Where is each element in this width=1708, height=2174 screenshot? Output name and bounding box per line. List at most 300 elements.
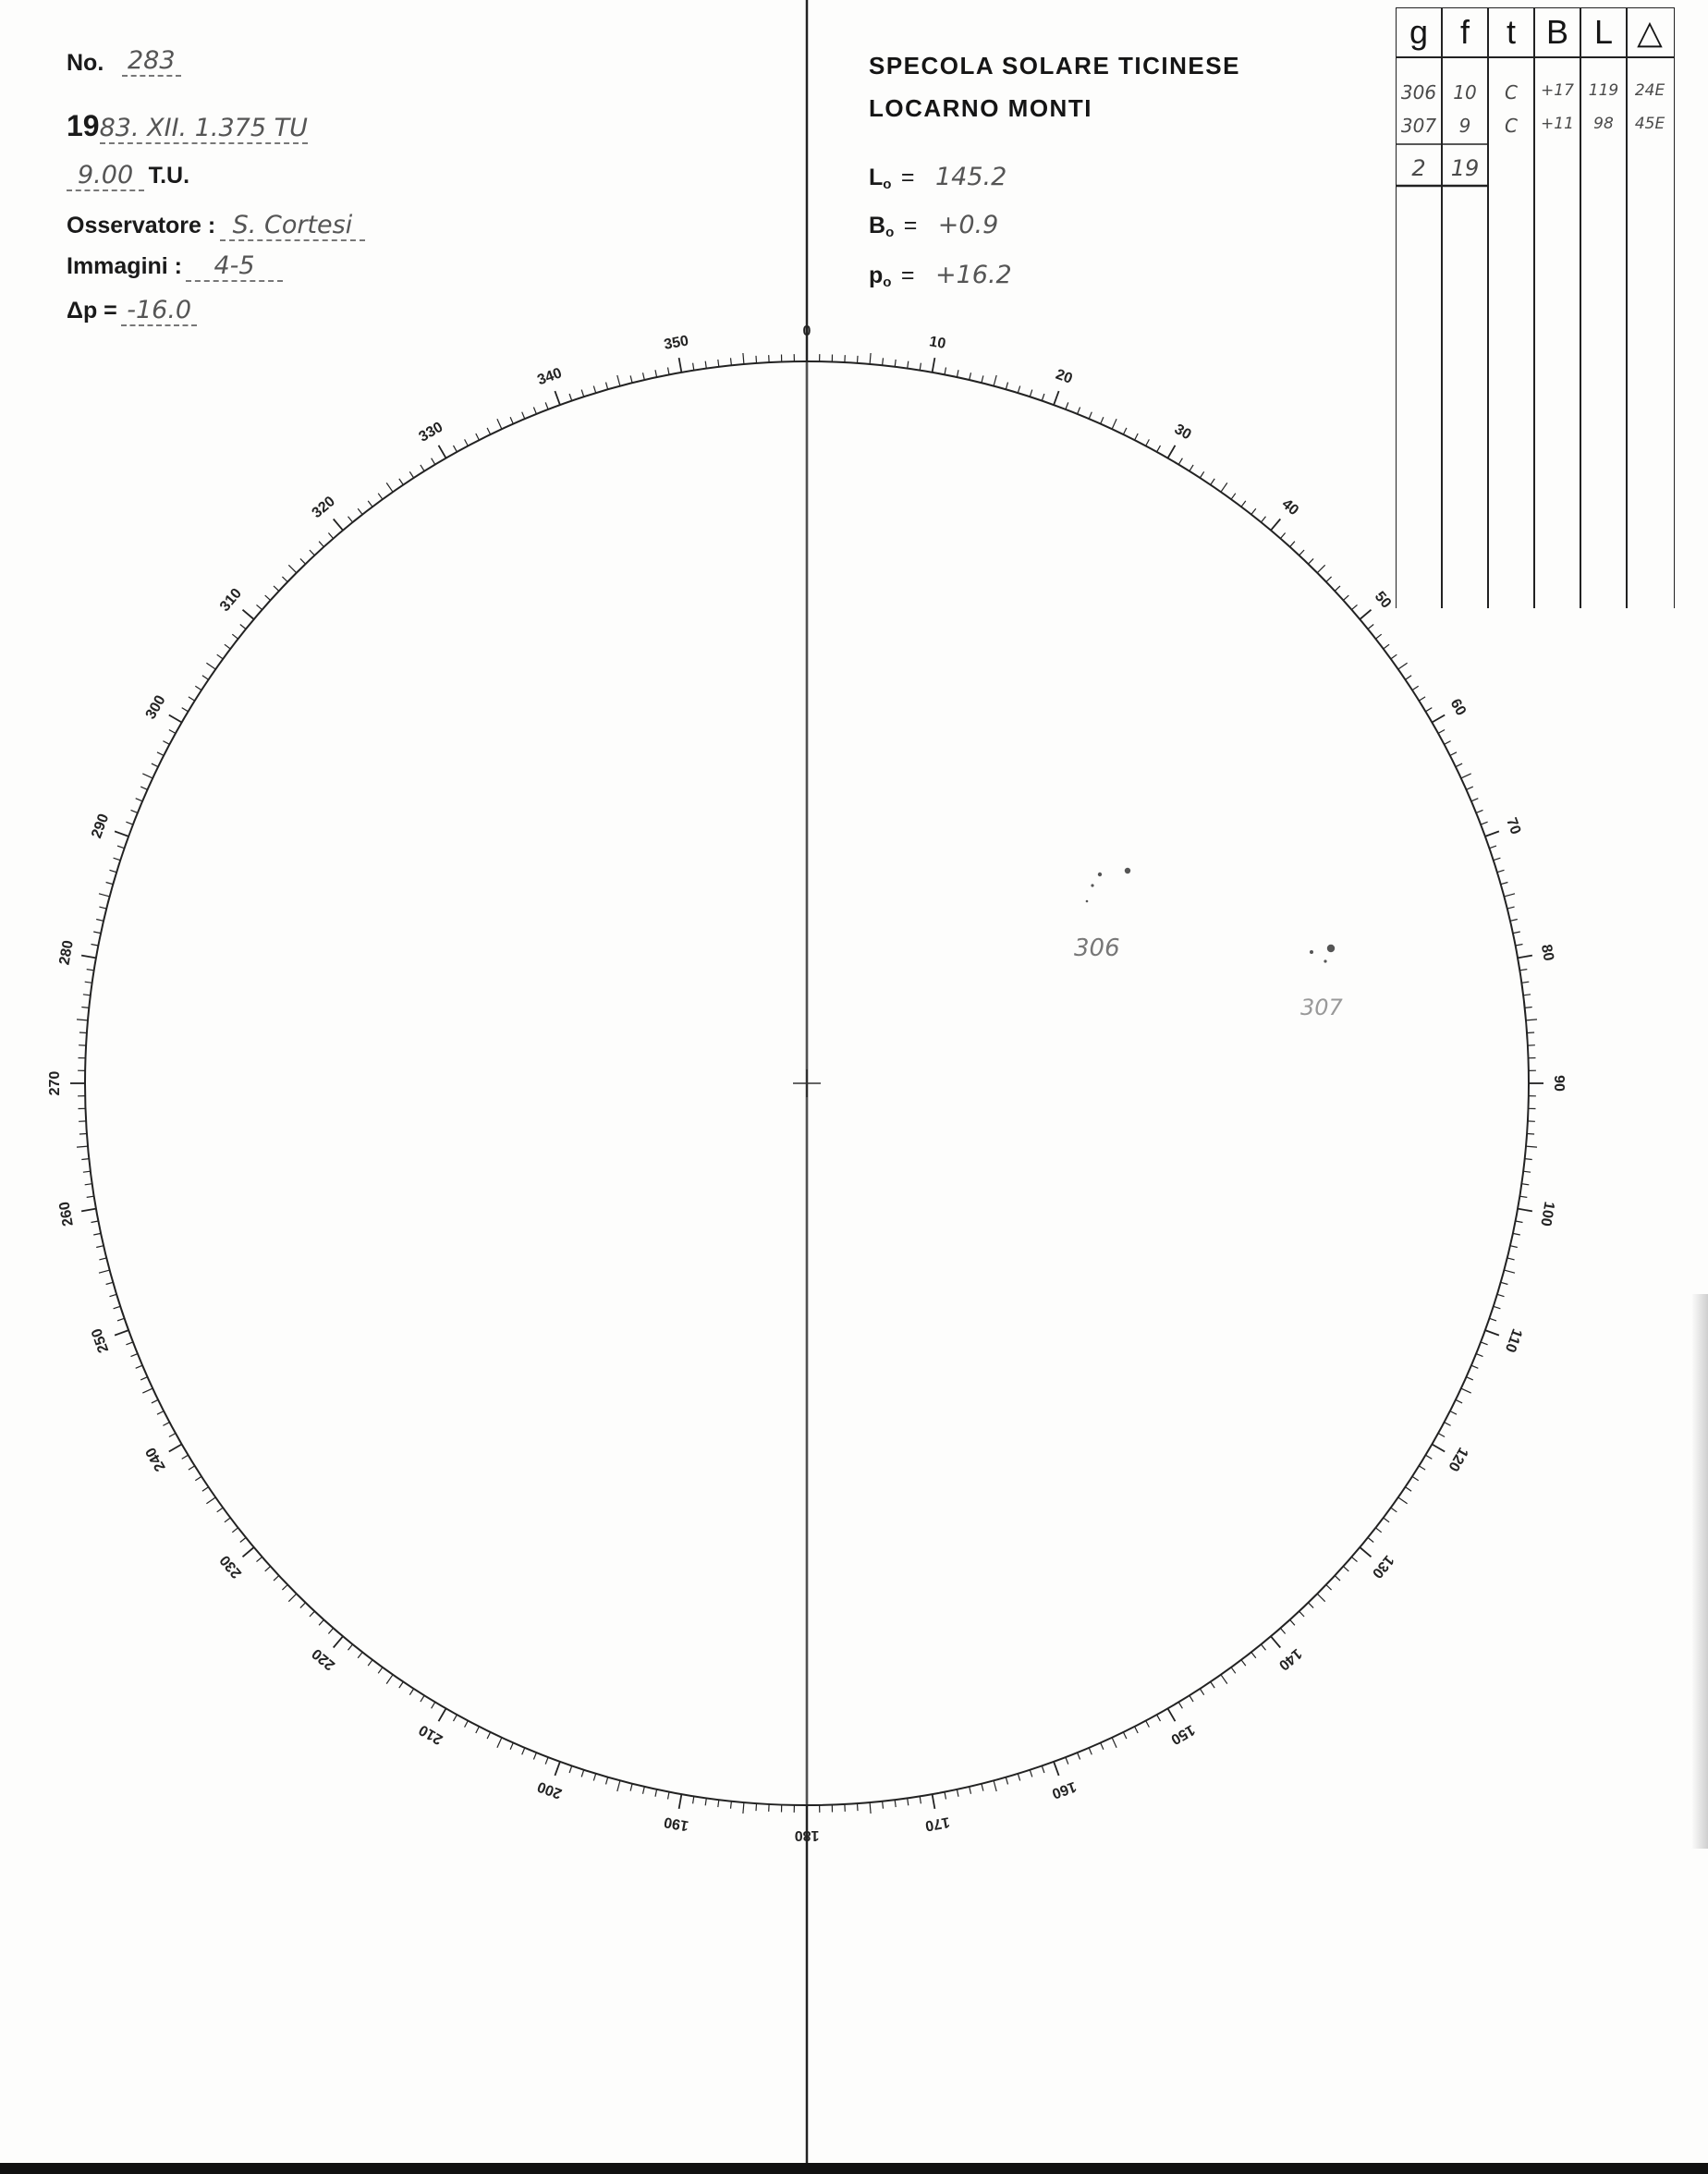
scale-tick xyxy=(1501,883,1508,885)
scale-tick xyxy=(1146,1721,1150,1728)
scale-label: 320 xyxy=(309,493,338,522)
scale-tick xyxy=(957,370,958,377)
scale-tick xyxy=(358,508,362,514)
scale-tick xyxy=(421,1695,424,1702)
scale-tick xyxy=(1309,558,1314,564)
scale-label: 100 xyxy=(1537,1200,1557,1227)
scale-tick xyxy=(240,625,246,629)
scale-tick xyxy=(1271,1636,1280,1647)
scale-tick xyxy=(1190,1695,1193,1702)
scale-tick xyxy=(1066,1757,1068,1765)
scale-tick xyxy=(1497,1294,1505,1296)
table-cell: +17 xyxy=(1541,81,1574,100)
scale-tick xyxy=(870,1802,871,1814)
sunspot xyxy=(1327,945,1335,952)
scale-label: 350 xyxy=(663,333,690,353)
scale-tick xyxy=(1078,1753,1080,1759)
scale-tick xyxy=(182,1455,189,1459)
scale-tick xyxy=(1525,1159,1532,1160)
scale-label: 80 xyxy=(1537,943,1556,962)
scale-tick xyxy=(1375,634,1381,639)
scale-tick xyxy=(1497,870,1505,872)
scale-label: 200 xyxy=(535,1777,565,1801)
scale-tick xyxy=(217,654,224,659)
scale-tick xyxy=(756,1803,757,1811)
scale-tick xyxy=(319,542,323,547)
scale-tick xyxy=(1476,810,1482,812)
scale-tick xyxy=(497,419,502,429)
param-po-sub: o xyxy=(883,275,892,290)
scale-tick xyxy=(265,595,271,600)
scale-tick xyxy=(454,1715,458,1721)
scale-tick xyxy=(225,1518,230,1522)
scale-tick xyxy=(1527,1134,1534,1135)
year-prefix: 19 xyxy=(67,109,100,142)
scale-tick xyxy=(358,1652,362,1657)
param-lo-sub: o xyxy=(883,177,892,192)
page-bottom-edge xyxy=(0,2163,1708,2174)
scale-tick xyxy=(1360,610,1371,619)
scale-tick xyxy=(630,375,632,383)
scale-tick xyxy=(1042,1766,1044,1774)
scale-tick xyxy=(348,1644,353,1650)
scale-tick xyxy=(581,1770,584,1777)
scale-tick xyxy=(522,1748,525,1754)
scale-tick xyxy=(77,1146,88,1147)
scale-tick xyxy=(858,1803,859,1811)
scale-tick xyxy=(1157,446,1161,452)
scale-tick xyxy=(1200,1689,1203,1695)
scale-tick xyxy=(1241,501,1246,507)
scale-tick xyxy=(705,361,706,369)
scale-tick xyxy=(1527,1032,1534,1033)
scale-tick xyxy=(106,1282,114,1284)
scale-tick xyxy=(1519,970,1527,971)
scale-tick xyxy=(731,358,732,365)
scale-tick xyxy=(131,810,138,812)
scale-tick xyxy=(920,363,921,371)
scale-tick xyxy=(409,471,413,478)
scale-tick xyxy=(85,1184,92,1185)
scale-tick xyxy=(1438,730,1445,734)
scale-tick xyxy=(257,1557,262,1561)
scale-tick xyxy=(1299,1611,1305,1617)
scale-tick xyxy=(140,1377,147,1380)
param-bo-label: B xyxy=(869,213,886,238)
scale-tick xyxy=(545,1757,548,1765)
table-header-1: g xyxy=(1409,13,1429,51)
scale-tick xyxy=(617,1780,620,1791)
scale-tick xyxy=(1513,932,1520,934)
scale-tick xyxy=(1280,1628,1285,1633)
scale-tick xyxy=(157,752,164,756)
scale-tick xyxy=(110,870,117,872)
scale-tick xyxy=(232,634,238,639)
scale-tick xyxy=(1190,465,1193,471)
scale-tick xyxy=(99,1258,106,1260)
scale-tick xyxy=(643,1787,645,1794)
scale-tick xyxy=(136,1365,142,1368)
param-bo-eq: = xyxy=(903,213,918,238)
time-value: 9.00 xyxy=(67,161,144,191)
scale-label: 30 xyxy=(1171,421,1194,444)
scale-tick xyxy=(581,390,584,397)
scale-tick xyxy=(368,1660,372,1666)
scale-tick xyxy=(126,822,133,824)
param-po-value: +16.2 xyxy=(934,261,1012,289)
scale-tick xyxy=(1445,741,1451,745)
scale-tick xyxy=(1078,408,1080,414)
scale-tick xyxy=(117,1318,125,1321)
scale-tick xyxy=(1157,1715,1161,1721)
scale-tick xyxy=(1123,1732,1127,1739)
scale-tick xyxy=(655,370,657,377)
page-right-edge xyxy=(1691,1294,1708,1849)
scale-tick xyxy=(1432,1445,1445,1452)
scale-label: 70 xyxy=(1503,815,1524,837)
scale-tick xyxy=(970,373,971,380)
scale-tick xyxy=(1290,542,1295,547)
scale-tick xyxy=(328,1628,333,1633)
scale-tick xyxy=(1317,1594,1324,1601)
scale-tick xyxy=(1384,1518,1389,1522)
scale-tick xyxy=(510,417,513,423)
scale-label: 0 xyxy=(802,324,811,340)
scale-tick xyxy=(933,358,935,373)
param-bo-value: +0.9 xyxy=(937,211,999,239)
scale-tick xyxy=(79,1032,87,1033)
scale-tick xyxy=(743,1802,744,1814)
scale-tick xyxy=(920,1796,921,1803)
sunspot xyxy=(1086,900,1089,903)
table-total-cell: 19 xyxy=(1450,155,1480,181)
scale-tick xyxy=(1391,654,1397,659)
scale-tick xyxy=(257,605,262,609)
scale-tick xyxy=(1485,1330,1499,1336)
scale-label: 220 xyxy=(309,1644,338,1674)
scale-tick xyxy=(994,1780,996,1791)
scale-tick xyxy=(1101,417,1104,423)
scale-tick xyxy=(206,1497,215,1504)
scale-tick xyxy=(994,375,996,386)
scale-tick xyxy=(432,458,435,465)
scale-tick xyxy=(1519,1196,1527,1197)
scale-tick xyxy=(1494,1306,1501,1309)
scale-label: 20 xyxy=(1053,366,1075,387)
scale-tick xyxy=(487,1732,491,1739)
table-cell: 10 xyxy=(1453,81,1477,104)
table-cell: C xyxy=(1505,115,1518,137)
scale-tick xyxy=(232,1528,238,1533)
scale-tick xyxy=(1299,550,1305,556)
scale-tick xyxy=(142,774,152,778)
scale-tick xyxy=(83,1171,91,1172)
scale-tick xyxy=(718,1800,719,1807)
scale-tick xyxy=(79,1134,87,1135)
scale-tick xyxy=(1412,1476,1419,1480)
scale-tick xyxy=(1398,663,1408,669)
scale-tick xyxy=(510,1743,513,1750)
scale-tick xyxy=(386,482,393,492)
scale-tick xyxy=(1501,1282,1508,1284)
scale-tick xyxy=(1030,1770,1032,1777)
sunspot xyxy=(1324,959,1326,962)
no-label: No. xyxy=(67,50,104,76)
scale-tick xyxy=(1485,831,1499,837)
scale-label: 50 xyxy=(1371,588,1395,612)
scale-label: 210 xyxy=(416,1721,446,1748)
scale-tick xyxy=(883,1801,884,1809)
scale-tick xyxy=(1006,1777,1007,1785)
scale-tick xyxy=(1089,412,1092,419)
scale-tick xyxy=(1241,1660,1246,1666)
table-cell: 306 xyxy=(1400,81,1437,104)
observatory-name: SPECOLA SOLARE TICINESE xyxy=(869,52,1240,79)
table-header-6: △ xyxy=(1637,13,1663,51)
scale-tick xyxy=(1135,1727,1139,1733)
images-label: Immagini : xyxy=(67,253,183,279)
scale-label: 40 xyxy=(1278,495,1302,519)
group-label-307: 307 xyxy=(1300,995,1343,1020)
scale-tick xyxy=(110,1294,117,1296)
scale-tick xyxy=(1066,402,1068,409)
scale-tick xyxy=(1510,920,1518,922)
scale-tick xyxy=(225,644,230,649)
scale-tick xyxy=(1419,1466,1425,1470)
scale-tick xyxy=(288,565,296,572)
param-lo-eq: = xyxy=(900,165,915,190)
scale-label: 230 xyxy=(216,1552,246,1582)
scale-tick xyxy=(348,517,353,522)
scale-tick xyxy=(1326,1585,1332,1591)
scale-tick xyxy=(731,1801,732,1809)
scale-tick xyxy=(117,846,125,849)
scale-tick xyxy=(1054,1762,1059,1776)
scale-tick xyxy=(319,1619,323,1625)
scale-tick xyxy=(131,1354,138,1357)
scale-tick xyxy=(300,1603,306,1608)
scale-tick xyxy=(99,907,106,909)
scale-tick xyxy=(945,1792,946,1800)
scale-tick xyxy=(756,356,757,363)
scale-tick xyxy=(593,386,595,394)
scale-tick xyxy=(81,956,96,959)
scale-tick xyxy=(1168,1708,1176,1721)
scale-tick xyxy=(883,358,884,365)
scale-tick xyxy=(93,932,101,934)
scale-tick xyxy=(1231,494,1236,500)
scale-tick xyxy=(1450,752,1457,756)
group-label-306: 306 xyxy=(1074,934,1120,962)
scale-label: 270 xyxy=(47,1070,64,1096)
scale-tick xyxy=(152,1399,158,1403)
scale-tick xyxy=(334,1636,343,1647)
scale-tick xyxy=(432,1702,435,1708)
scale-tick xyxy=(1271,519,1280,531)
table-cell: 307 xyxy=(1400,115,1437,137)
scale-tick xyxy=(1504,1270,1515,1273)
scale-tick xyxy=(1221,1675,1227,1684)
scale-tick xyxy=(152,763,158,767)
scale-tick xyxy=(274,1576,279,1582)
scale-tick xyxy=(310,550,315,556)
scale-tick xyxy=(465,439,469,446)
scale-tick xyxy=(1476,1354,1482,1357)
scale-tick xyxy=(1507,907,1515,909)
table-cell: 9 xyxy=(1458,115,1471,137)
scale-tick xyxy=(606,1777,608,1785)
scale-tick xyxy=(1481,1342,1488,1345)
scale-tick xyxy=(1211,1682,1215,1689)
scale-tick xyxy=(1231,1667,1236,1674)
scale-tick xyxy=(1456,763,1462,767)
scale-tick xyxy=(243,610,254,619)
scale-tick xyxy=(1054,391,1059,405)
scale-tick xyxy=(1335,586,1340,592)
scale-tick xyxy=(1521,1184,1529,1185)
scale-tick xyxy=(1481,822,1488,824)
scale-tick xyxy=(606,383,608,390)
scale-tick xyxy=(1335,1576,1340,1582)
scale-tick xyxy=(195,1476,201,1480)
scale-tick xyxy=(1490,846,1497,849)
scale-tick xyxy=(1343,1567,1348,1571)
scale-label: 10 xyxy=(928,334,947,353)
scale-tick xyxy=(334,519,343,531)
param-bo-sub: o xyxy=(885,225,895,240)
table-cell: 98 xyxy=(1593,115,1614,133)
scale-tick xyxy=(1351,605,1357,609)
sunspot-marks xyxy=(1086,868,1336,963)
scale-tick xyxy=(1518,1209,1532,1212)
scale-tick xyxy=(679,1794,682,1809)
scale-tick xyxy=(895,1800,896,1807)
scale-tick xyxy=(87,970,94,971)
scale-tick xyxy=(1006,383,1007,390)
table-cell: +11 xyxy=(1541,115,1574,133)
scale-label: 340 xyxy=(535,365,565,389)
table-cell: 24E xyxy=(1634,81,1665,100)
scale-tick xyxy=(1438,1434,1445,1437)
scale-tick xyxy=(454,446,458,452)
scale-tick xyxy=(908,361,909,369)
scale-tick xyxy=(970,1787,971,1794)
observer-value: S. Cortesi xyxy=(220,211,366,241)
scale-tick xyxy=(106,883,114,885)
scale-tick xyxy=(1510,1246,1518,1248)
scale-label: 280 xyxy=(56,939,77,967)
scale-tick xyxy=(718,360,719,367)
scale-tick xyxy=(126,1342,133,1345)
scale-tick xyxy=(99,894,110,897)
scale-tick xyxy=(240,1538,246,1543)
scale-tick xyxy=(1516,945,1523,947)
table-header-2: f xyxy=(1459,13,1470,51)
scale-tick xyxy=(378,1667,383,1674)
scale-tick xyxy=(115,831,128,837)
scale-tick xyxy=(1221,482,1227,492)
param-lo-label: L xyxy=(869,165,884,190)
scale-tick xyxy=(274,586,279,592)
sunspot xyxy=(1125,868,1130,873)
scale-tick xyxy=(1406,676,1412,680)
scale-label: 60 xyxy=(1446,696,1470,719)
scale-tick xyxy=(368,501,372,507)
scale-tick xyxy=(409,1689,413,1695)
scale-tick xyxy=(142,1388,152,1393)
scale-tick xyxy=(1471,1365,1478,1368)
scale-tick xyxy=(87,1196,94,1197)
scale-tick xyxy=(1398,1497,1408,1504)
scale-tick xyxy=(465,1721,469,1728)
scale-tick xyxy=(1445,1423,1451,1426)
scale-tick xyxy=(1326,577,1332,582)
scale-tick xyxy=(81,1159,89,1160)
scale-tick xyxy=(1504,894,1515,897)
table-header-5: L xyxy=(1593,13,1614,51)
scale-tick xyxy=(1123,428,1127,434)
scale-label: 240 xyxy=(142,1444,169,1474)
scale-tick xyxy=(1280,533,1285,539)
scale-tick xyxy=(157,1411,164,1415)
images-value: 4-5 xyxy=(186,251,282,282)
scale-tick xyxy=(1425,708,1432,712)
scale-tick xyxy=(163,741,169,745)
scale-tick xyxy=(282,1585,287,1591)
scale-tick xyxy=(1467,787,1473,789)
scale-tick xyxy=(1518,956,1532,959)
param-po-eq: = xyxy=(900,263,915,288)
scale-tick xyxy=(705,1798,706,1805)
scale-tick xyxy=(1375,1528,1381,1533)
scale-tick xyxy=(1101,1743,1104,1750)
dp-value: -16.0 xyxy=(121,296,197,326)
scale-label: 90 xyxy=(1550,1075,1567,1092)
scale-tick xyxy=(593,1774,595,1781)
param-po-label: p xyxy=(869,263,884,288)
scale-tick xyxy=(1425,1455,1432,1459)
scale-tick xyxy=(858,356,859,363)
scale-tick xyxy=(163,1423,169,1426)
scale-tick xyxy=(1343,595,1348,600)
scale-tick xyxy=(982,1784,983,1791)
param-lo-value: 145.2 xyxy=(934,163,1007,191)
scale-tick xyxy=(1368,1538,1373,1543)
scale-tick xyxy=(476,434,480,440)
scale-tick xyxy=(217,1508,224,1512)
scale-tick xyxy=(1406,1487,1412,1492)
scale-tick xyxy=(476,1727,480,1733)
scale-tick xyxy=(1471,799,1478,801)
scale-tick xyxy=(1494,858,1501,861)
scale-tick xyxy=(895,360,896,367)
scale-tick xyxy=(1262,1644,1266,1650)
no-value: 283 xyxy=(122,46,181,77)
scale-tick xyxy=(668,368,670,375)
scale-tick xyxy=(93,1233,101,1235)
scale-tick xyxy=(1461,1388,1471,1393)
scale-tick xyxy=(1521,982,1529,983)
scale-tick xyxy=(169,730,176,734)
scale-tick xyxy=(643,373,645,380)
scale-tick xyxy=(169,715,182,723)
scale-tick xyxy=(1290,1619,1295,1625)
scale-label: 190 xyxy=(663,1814,690,1834)
scale-tick xyxy=(189,1466,195,1470)
scale-tick xyxy=(182,708,189,712)
date-value: 83. XII. 1.375 TU xyxy=(99,114,308,142)
scale-tick xyxy=(85,982,92,983)
